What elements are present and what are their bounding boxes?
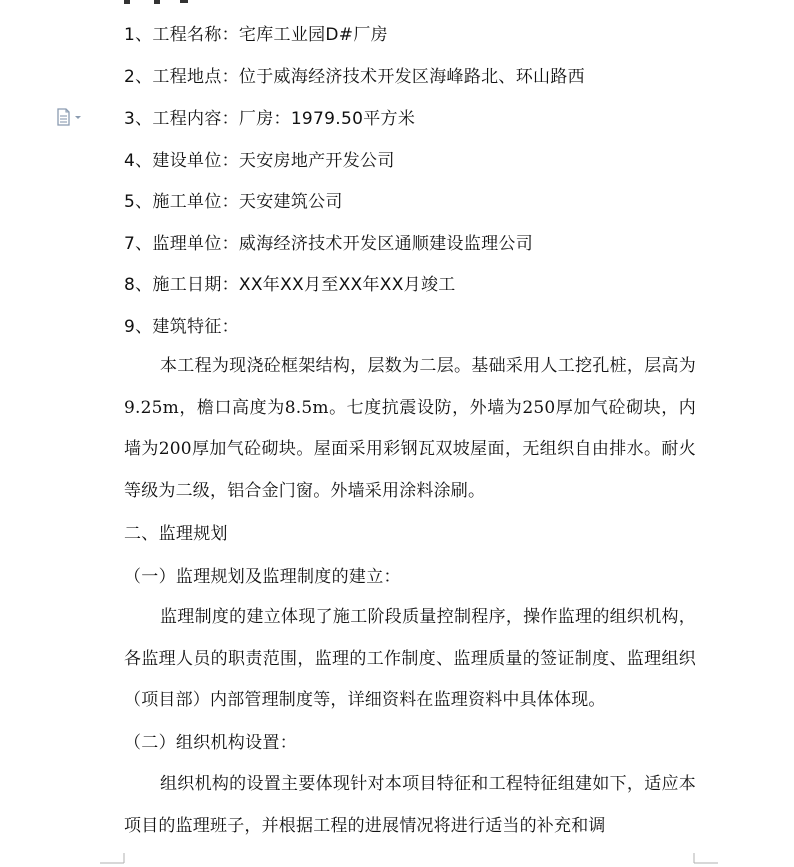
subsection-heading: （二）组织机构设置： (124, 733, 297, 753)
list-item-construction-date: 8、施工日期：XX年XX月至XX年XX月竣工 (124, 275, 456, 295)
list-item-contractor: 5、施工单位：天安建筑公司 (124, 192, 343, 212)
cut-off-text-fragment (180, 0, 190, 6)
page-corner-mark (692, 853, 720, 867)
cut-off-text-fragment (124, 0, 164, 6)
list-item-supervisor: 7、监理单位：威海经济技术开发区通顺建设监理公司 (124, 234, 534, 254)
supervision-system-paragraph: 监理制度的建立体现了施工阶段质量控制程序，操作监理的组织机构，各监理人员的职责范围，监理的工作制度、监理质量的签证制度、监理组织（项目部）内部管理制度等，详细资料在监理资料中具体体现。 (124, 607, 696, 710)
building-features-paragraph: 本工程为现浇砼框架结构，层数为二层。基础采用人工挖孔桩，层高为9.25m，檐口高度为8.5m。七度抗震设防，外墙为250厚加气砼砌块，内墙为200厚加气砼砌块。屋面采用彩钢瓦双坡屋面，无组织自由排水。耐火等级为二级，铝合金门窗。外墙采用涂料涂刷。 (124, 356, 696, 501)
list-item-building-features: 9、建筑特征： (124, 317, 239, 337)
list-item-project-content: 3、工程内容：厂房：1979.50平方米 (124, 109, 416, 129)
list-item-project-location: 2、工程地点：位于威海经济技术开发区海峰路北、环山路西 (124, 67, 585, 87)
subsection-heading: （一）监理规划及监理制度的建立： (124, 567, 401, 587)
organization-paragraph: 组织机构的设置主要体现针对本项目特征和工程特征组建如下，适应本项目的监理班子，并根据工程的进展情况将进行适当的补充和调 (124, 774, 696, 836)
chevron-down-icon (75, 116, 81, 119)
section-heading: 二、监理规划 (124, 524, 228, 544)
list-item-project-name: 1、工程名称：宅库工业园D#厂房 (124, 25, 388, 45)
list-item-client: 4、建设单位：天安房地产开发公司 (124, 151, 395, 171)
document-icon[interactable] (56, 108, 84, 126)
page-corner-mark (98, 853, 126, 867)
